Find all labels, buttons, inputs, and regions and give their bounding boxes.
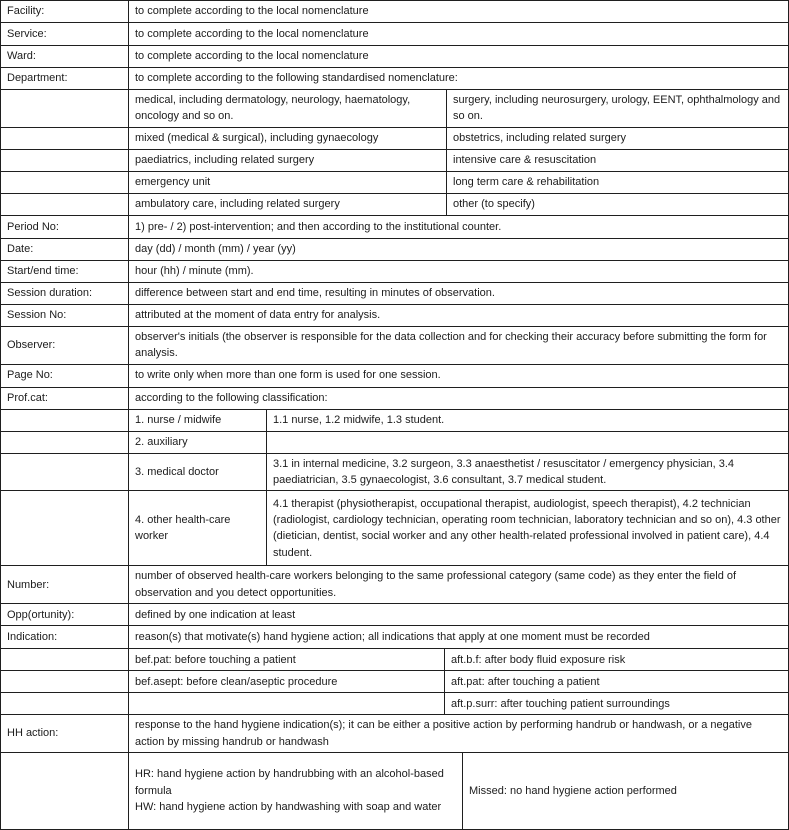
table-cell (129, 671, 445, 692)
cell-text: hour (hh) / minute (mm). (135, 265, 254, 278)
row-label-cell (1, 410, 129, 431)
table-row (1, 150, 788, 172)
table-cell (447, 150, 788, 171)
cell-text: observer's initials (the observer is responsible for the data collection and for checking their accuracy before submitting the form for analysis. (135, 330, 767, 360)
row-label-cell (1, 388, 129, 409)
cell-text: response to the hand hygiene indication(s); it can be either a positive action by performing handrub or handwash, or a negative action by missing handrub or handwash (135, 719, 752, 748)
table-row (1, 283, 788, 305)
cell-text: ambulatory care, including related surgery (135, 198, 340, 211)
cell-text: Prof.cat: (7, 391, 48, 404)
cell-text: Number: (7, 578, 50, 591)
cell-text: aft.p.surr: after touching patient surroundings (451, 697, 670, 710)
table-row (1, 68, 788, 90)
row-label-cell (1, 365, 129, 387)
table-cell (129, 46, 788, 67)
cell-text: 1) pre- / 2) post-intervention; and then according to the institutional counter. (135, 220, 502, 233)
row-label-cell (1, 68, 129, 89)
cell-text: aft.b.f: after body fluid exposure risk (451, 653, 626, 666)
table-cell (267, 432, 788, 453)
row-label-cell (1, 172, 129, 193)
cell-text: Session No: (7, 309, 67, 322)
table-row (1, 566, 788, 604)
table-cell (129, 23, 788, 45)
cell-text: surgery, including neurosurgery, urology, EENT, ophthalmology and so on. (453, 94, 781, 123)
table-row (1, 649, 788, 671)
row-label-cell (1, 604, 129, 625)
table-cell (447, 194, 788, 215)
row-label-cell (1, 649, 129, 670)
table-cell (447, 90, 788, 127)
table-cell (129, 365, 788, 387)
table-cell (129, 90, 447, 127)
cell-text: attributed at the moment of data entry for analysis. (135, 309, 381, 322)
table-row (1, 491, 788, 566)
row-label-cell (1, 261, 129, 282)
row-label-cell (1, 327, 129, 364)
cell-text: Period No: (7, 220, 59, 233)
table-row (1, 1, 788, 23)
table-row (1, 693, 788, 715)
table-cell (129, 715, 788, 752)
cell-text: 4. other health-care worker (135, 514, 231, 543)
table-row (1, 454, 788, 492)
cell-text: to complete according to the following standardised nomenclature: (135, 72, 458, 85)
row-label-cell (1, 566, 129, 603)
table-cell (129, 566, 788, 603)
table-cell (129, 194, 447, 215)
row-label-cell (1, 693, 129, 714)
table-cell (129, 172, 447, 193)
table-row (1, 626, 788, 649)
cell-text: Date: (7, 243, 34, 256)
cell-text-line: HW: hand hygiene action by handwashing with soap and water (135, 801, 442, 814)
row-label-cell (1, 1, 129, 22)
table-cell (129, 239, 788, 260)
table-cell (445, 649, 788, 670)
table-row (1, 753, 788, 829)
table-cell (129, 283, 788, 304)
table-cell (463, 753, 788, 829)
cell-text: Start/end time: (7, 265, 79, 278)
table-cell (267, 491, 788, 565)
cell-text: bef.pat: before touching a patient (135, 653, 296, 666)
table-cell (129, 626, 788, 648)
cell-text: Ward: (7, 50, 36, 63)
table-cell (129, 327, 788, 364)
table-cell (129, 305, 788, 326)
table-cell (129, 491, 267, 565)
cell-text: 1.1 nurse, 1.2 midwife, 1.3 student. (273, 413, 445, 426)
cell-text: Department: (7, 72, 68, 85)
table-cell (447, 172, 788, 193)
cell-text: to write only when more than one form is used for one session. (135, 369, 441, 382)
row-label-cell (1, 671, 129, 692)
cell-text: medical, including dermatology, neurology, haematology, oncology and so on. (135, 94, 411, 123)
table-row (1, 365, 788, 388)
table-cell (129, 410, 267, 431)
table-row (1, 172, 788, 194)
table-cell (129, 1, 788, 22)
cell-text: HH action: (7, 727, 59, 740)
cell-text (135, 766, 456, 815)
row-label-cell (1, 283, 129, 304)
cell-text: to complete according to the local nomenclature (135, 50, 369, 63)
row-label-cell (1, 715, 129, 752)
table-cell (267, 454, 788, 491)
cell-text: 2. auxiliary (135, 435, 188, 448)
table-row (1, 671, 788, 693)
cell-text: Missed: no hand hygiene action performed (469, 784, 677, 797)
cell-text: Opp(ortunity): (7, 608, 75, 621)
row-label-cell (1, 46, 129, 67)
table-row (1, 327, 788, 365)
row-label-cell (1, 23, 129, 45)
cell-text: mixed (medical & surgical), including gynaecology (135, 132, 379, 145)
cell-text: reason(s) that motivate(s) hand hygiene action; all indications that apply at one moment must be recorded (135, 631, 650, 644)
table-cell (129, 604, 788, 625)
row-label-cell (1, 305, 129, 326)
cell-text: long term care & rehabilitation (453, 176, 600, 189)
cell-text: to complete according to the local nomenclature (135, 27, 369, 40)
cell-text: emergency unit (135, 176, 211, 189)
cell-text: 4.1 therapist (physiotherapist, occupational therapist, audiologist, speech therapist), 4.2 technician (radiologist, cardiology technician, operating room technician, laboratory technician and so on), 4.3 other (dietician, dentist, social worker and any other health-related professional involved in patient care), 4.4 student. (273, 497, 781, 559)
row-label-cell (1, 90, 129, 127)
table-row (1, 46, 788, 68)
cell-text: intensive care & resuscitation (453, 154, 597, 167)
table-row (1, 715, 788, 753)
cell-text: according to the following classification: (135, 391, 328, 404)
table-row (1, 216, 788, 239)
row-label-cell (1, 753, 129, 829)
row-label-cell (1, 128, 129, 149)
cell-text: paediatrics, including related surgery (135, 154, 315, 167)
table-row (1, 261, 788, 283)
table-cell (129, 454, 267, 491)
cell-text: Facility: (7, 5, 45, 18)
table-cell (129, 261, 788, 282)
table-cell (129, 150, 447, 171)
cell-text: day (dd) / month (mm) / year (yy) (135, 243, 296, 256)
table-row (1, 432, 788, 454)
cell-text: bef.asept: before clean/aseptic procedure (135, 675, 338, 688)
cell-text: defined by one indication at least (135, 608, 296, 621)
table-row (1, 410, 788, 432)
table-cell (267, 410, 788, 431)
row-label-cell (1, 454, 129, 491)
row-label-cell (1, 216, 129, 238)
table-cell (447, 128, 788, 149)
cell-text: other (to specify) (453, 198, 535, 211)
cell-text: obstetrics, including related surgery (453, 132, 627, 145)
row-label-cell (1, 150, 129, 171)
table-cell (129, 388, 788, 409)
table-row (1, 23, 788, 46)
cell-text: Session duration: (7, 287, 92, 300)
table-cell (445, 693, 788, 714)
row-label-cell (1, 432, 129, 453)
cell-text: Service: (7, 27, 47, 40)
row-label-cell (1, 194, 129, 215)
cell-text: aft.pat: after touching a patient (451, 675, 600, 688)
cell-text: 1. nurse / midwife (135, 413, 222, 426)
cell-text: Page No: (7, 369, 53, 382)
table-cell (129, 649, 445, 670)
cell-text: Observer: (7, 339, 56, 352)
cell-text: difference between start and end time, resulting in minutes of observation. (135, 287, 495, 300)
row-label-cell (1, 239, 129, 260)
table-row (1, 604, 788, 626)
table-cell (129, 216, 788, 238)
table-cell (129, 753, 463, 829)
table-row (1, 194, 788, 216)
table-row (1, 128, 788, 150)
table-row (1, 239, 788, 261)
table-cell (129, 693, 445, 714)
cell-text-line: HR: hand hygiene action by handrubbing with an alcohol-based formula (135, 768, 444, 797)
cell-text: Indication: (7, 631, 58, 644)
table-row (1, 90, 788, 128)
cell-text: 3. medical doctor (135, 465, 219, 478)
table-cell (445, 671, 788, 692)
table-row (1, 305, 788, 327)
row-label-cell (1, 626, 129, 648)
table-cell (129, 68, 788, 89)
cell-text: 3.1 in internal medicine, 3.2 surgeon, 3.3 anaesthetist / resuscitator / emergency physician, 3.4 paediatrician, 3.5 gynaecologist, 3.6 consultant, 3.7 medical student. (273, 457, 735, 487)
cell-text: to complete according to the local nomenclature (135, 5, 369, 18)
table-row (1, 388, 788, 410)
table-cell (129, 432, 267, 453)
table-cell (129, 128, 447, 149)
cell-text: number of observed health-care workers belonging to the same professional category (same code) as they enter the field of observation and you detect opportunities. (135, 570, 737, 599)
row-label-cell (1, 491, 129, 565)
